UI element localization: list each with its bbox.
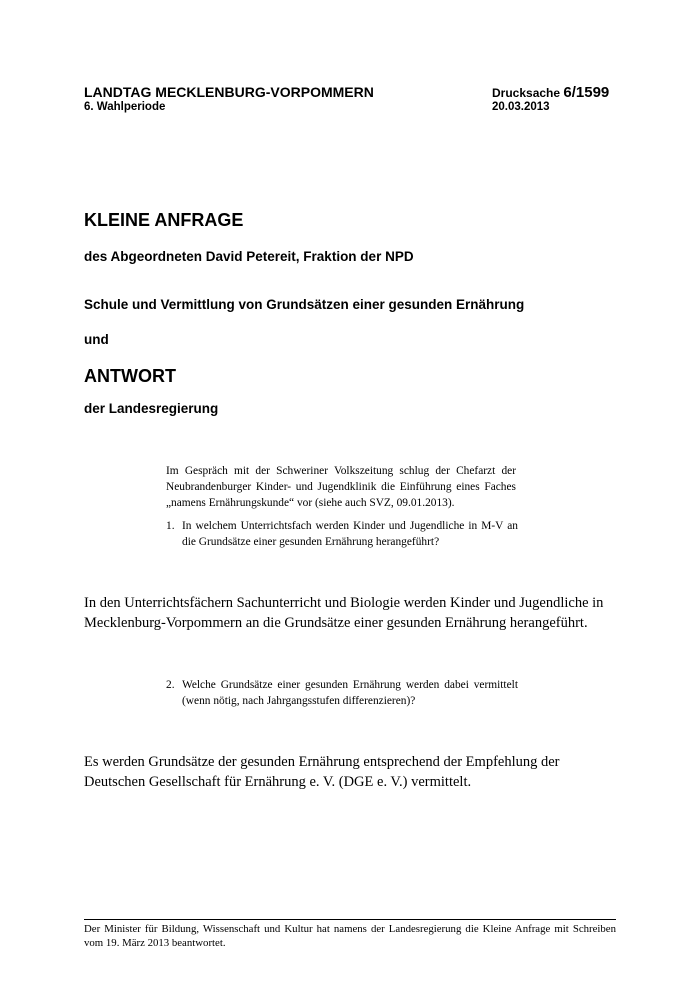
conjunction-und: und	[84, 332, 109, 347]
author-line: des Abgeordneten David Petereit, Fraktion der NPD	[84, 249, 414, 264]
drucksache-reference	[492, 84, 609, 101]
responder-line: der Landesregierung	[84, 401, 219, 416]
drucksache-label: Drucksache	[492, 86, 561, 100]
question-1	[166, 518, 518, 550]
election-period: 6. Wahlperiode	[84, 101, 166, 113]
question-text: In welchem Unterrichtsfach werden Kinder und Jugendliche in M-V an die Grundsätze einer gesunden Ernährung herangeführt?	[182, 520, 518, 548]
answer-1: In den Unterrichtsfächern Sachunterricht und Biologie werden Kinder und Jugendliche in Mecklenburg-Vorpommern an die Grundsätze einer gesunden Ernährung herangeführt.	[84, 595, 604, 631]
document-date: 20.03.2013	[492, 101, 550, 113]
answer-heading: ANTWORT	[84, 366, 176, 386]
document-type-heading: KLEINE ANFRAGE	[84, 210, 244, 230]
question-introduction: Im Gespräch mit der Schweriner Volkszeitung schlug der Chefarzt der Neubrandenburger Kinder- und Jugendklinik die Einführung eines Faches „namens Ernährungskunde“ vor (siehe auch SVZ, 09.01.2013).	[166, 465, 516, 509]
drucksache-number: 6/1599	[563, 84, 610, 101]
subject-line: Schule und Vermittlung von Grundsätzen einer gesunden Ernährung	[84, 297, 525, 312]
question-text: Welche Grundsätze einer gesunden Ernährung werden dabei vermittelt (wenn nötig, nach Jahrgangsstufen differenzieren)?	[182, 679, 518, 707]
parliament-name: LANDTAG MECKLENBURG-VORPOMMERN	[84, 84, 374, 100]
answer-2: Es werden Grundsätze der gesunden Ernährung entsprechend der Empfehlung der Deutschen Gesellschaft für Ernährung e. V. (DGE e. V.) vermittelt.	[84, 754, 560, 790]
question-number: 1.	[166, 520, 175, 532]
footer-divider	[84, 919, 616, 920]
question-2	[166, 677, 518, 709]
footer-note: Der Minister für Bildung, Wissenschaft und Kultur hat namens der Landesregierung die Kleine Anfrage mit Schreiben vom 19. März 2013 beantwortet.	[84, 923, 616, 949]
question-number: 2.	[166, 679, 175, 691]
